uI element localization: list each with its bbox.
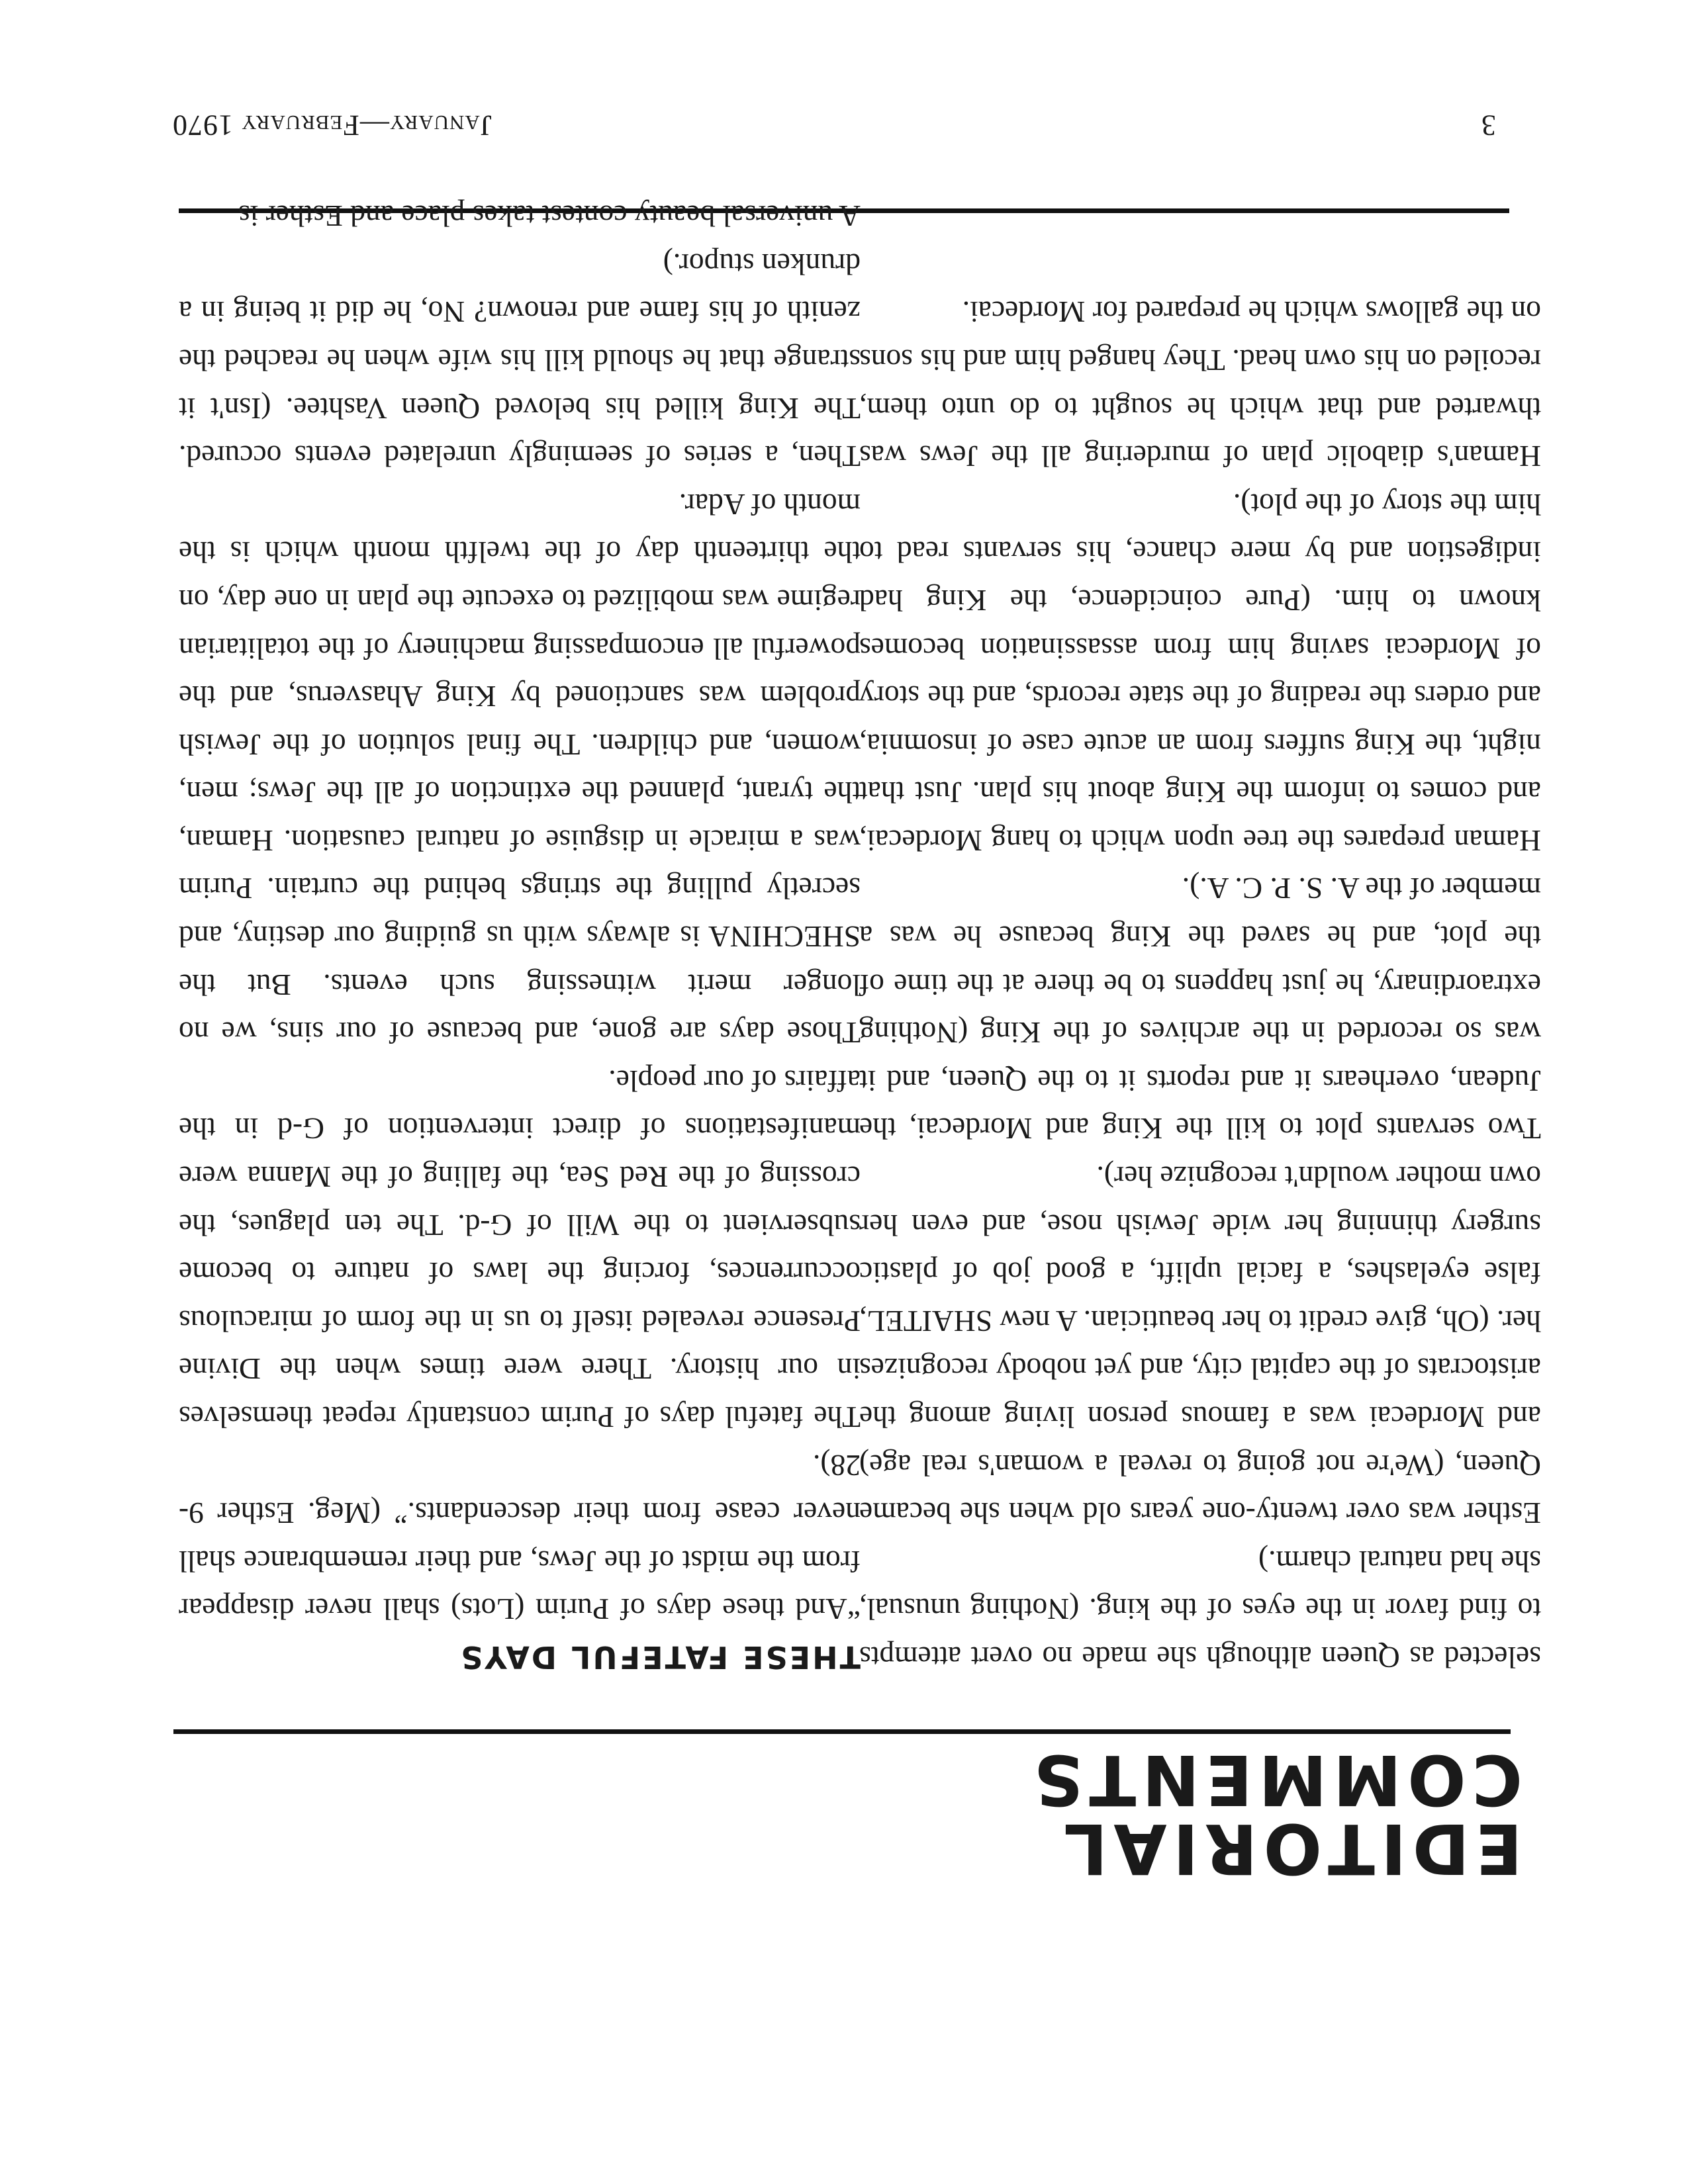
paragraph: The fateful days of Purim constantly repeat themselves in our history. There were times when the Divine Presence revealed itself to us in the form of miraculous occurrences, forcing the laws of nature to become subservient to the Will of G-d. The ten plagues, the crossing of the Red Sea, the falling of the Manna were manifestations of direct intervention of G-d in the affairs of our people. xyxy=(179,1064,861,1435)
issue-date: January—February 1970 xyxy=(172,109,492,142)
paragraph: Then, a series of seemingly unrelated events occured. The King killed his beloved Queen Vashtee. (Isn't it strange that he should kill his wife when he reached the zenith of his fame and renown? No, he did it being in a drunken stupor.) xyxy=(179,247,861,474)
page-number: 3 xyxy=(1481,109,1496,142)
right-column xyxy=(859,288,1541,1681)
paragraph: A universal beauty contest takes place and Esther is xyxy=(238,199,861,234)
paragraph: Esther was over twenty-one years old when she became Queen, (We're not going to reveal a woman's real age) and Mordecai was a famous person living among the aristocrats of the capital city, and yet nobody recognizes her. (Oh, give credit to her beautician. A new SHAITEL, false eyelashes, a facial uplift, a good job of plastic surgery thinning her wide Jewish nose, and even her own mother wouldn't recognize her). xyxy=(859,1160,1541,1531)
epigraph-quote: “And these days of Purim (Lots) shall never disappear from the midst of the Jews, and their remembrance shall never cease from their descendants.” (Meg. Esther 9-28). xyxy=(179,1448,861,1627)
paragraph: Two servants plot to kill the King and Mordecai, the Judean, overhears it and reports it to the Queen, and it was so recorded in the archives of the King (Nothing extraordinary, he just happens to be there at the time of the plot, and he saved the King because he was a member of the A. S. P. C. A.). xyxy=(859,872,1541,1146)
running-head xyxy=(172,96,1496,142)
paragraph: Haman's diabolic plan of murdering all the Jews was thwarted and that which he sought to do unto them, recoiled on his own head. They hanged him and his sons on the gallows which he prepared for Mordecai. xyxy=(859,295,1541,474)
masthead-title: EDITORIAL COMMENTS xyxy=(1027,1739,1523,1889)
left-column xyxy=(179,192,861,1681)
masthead-rule xyxy=(173,1729,1511,1734)
article-title: THESE FATEFUL DAYS xyxy=(459,1639,861,1675)
paragraph: Those days are gone, and because of our sins, we no longer merit witnessing such events. But the SHECHINA is always with us guiding our destiny, and secretly pulling the strings behind the curtain. Purim was a miracle in disguise of natural causation. Haman, the tyrant, planned the extinction of all the Jews; men, women, and children. The final solution of the Jewish problem was sanctioned by King Ahasverus, and the powerful all encompassing machinery of the totalitarian regime was mobilized to execute the plan in one day, on the thirteenth day of the twelfth month which is the month of Adar. xyxy=(179,487,861,1050)
paragraph: selected as Queen although she made no overt attempts to find favor in the eyes of the king. (Nothing unusual, she had natural charm.) xyxy=(859,1544,1541,1674)
paragraph: Haman prepares the tree upon which to hang Mordecai, and comes to inform the King about his plan. Just that night, the King suffers from an acute case of insomnia, and orders the reading of the state records, and the story of Mordecai saving him from assassination becomes known to him. (Pure coincidence, the King had indigestion and by mere chance, his servants read to him the story of the plot). xyxy=(859,487,1541,858)
